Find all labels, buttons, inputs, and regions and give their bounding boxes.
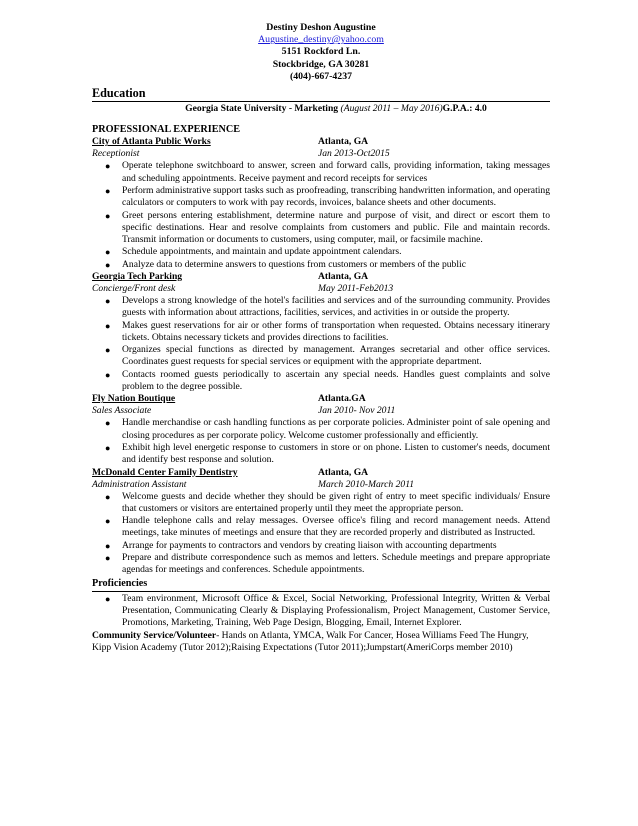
school-name: Georgia State University - Marketing — [185, 103, 339, 115]
bullet-text: Handle merchandise or cash handling functions as per corporate policies. Administer point of sale opening and closing procedures as per corporate policy. Welcome customer professionally and efficiently. — [122, 417, 550, 441]
bullet-dot-icon: ● — [105, 247, 111, 258]
bullet-text: Operate telephone switchboard to answer, screen and forward calls, providing information, taking messages and scheduling appointments. Receive payment and record receipts for services — [122, 160, 550, 184]
bullet-item — [92, 417, 550, 442]
bullet-item — [92, 593, 550, 630]
bullet-item — [92, 442, 550, 467]
job-entry — [92, 271, 550, 393]
job-dates: Jan 2010- Nov 2011 — [318, 405, 396, 417]
job-dates: May 2011-Feb2013 — [318, 282, 394, 294]
gpa: G.P.A.: 4.0 — [442, 103, 487, 115]
bullet-dot-icon: ● — [105, 259, 111, 270]
bullet-item — [92, 369, 550, 394]
bullet-text: Greet persons entering establishment, determine nature and purpose of visit, and direct or escort them to specific destinations. Hear and resolve complaints from customers and public. File and maintain records. Transmit information or documents to customers, using computer, mail, or facsimile machine. — [122, 209, 550, 246]
bullet-item — [92, 295, 550, 320]
job-bullets — [92, 417, 550, 466]
job-location: Atlanta, GA — [318, 270, 369, 282]
experience-list — [92, 136, 550, 576]
bullet-text: Makes guest reservations for air or other forms of transportation when requested. Obtains necessary itinerary tickets. Obtains necessary tickets and provides directions to facilities. — [122, 319, 550, 343]
bullet-text: Exhibit high level energetic response to customers in store or on phone. Listen to customer's needs, document and identify best response and solution. — [122, 441, 550, 466]
street-address: 5151 Rockford Ln. — [281, 46, 361, 58]
bullet-text: Handle telephone calls and relay messages. Oversee office's filing and record management needs. Attend meetings, take minutes of meetings and ensure that they are recorded properly and distributed as Instructed. — [122, 515, 550, 539]
bullet-item — [92, 210, 550, 247]
bullet-text: Arrange for payments to contractors and vendors by creating liaison with accounting departments — [122, 539, 497, 551]
job-location: Atlanta, GA — [318, 466, 369, 478]
community-service — [92, 630, 550, 655]
bullet-dot-icon: ● — [105, 516, 111, 527]
bullet-dot-icon: ● — [105, 161, 111, 172]
job-location: Atlanta.GA — [318, 393, 366, 405]
bullet-item — [92, 552, 550, 577]
job-role: Sales Associate — [92, 405, 152, 417]
proficiencies-heading: Proficiencies — [92, 577, 148, 589]
bullet-item — [92, 491, 550, 516]
bullet-item — [92, 185, 550, 210]
job-entry — [92, 136, 550, 271]
bullet-text: Welcome guests and decide whether they should be given right of entry to meet specific individuals/ Ensure that customers or visitors are entertained properly until they meet the appropriate person. — [122, 490, 550, 514]
bullet-item — [92, 344, 550, 369]
education-heading: Education — [92, 86, 146, 101]
proficiencies-list — [92, 593, 550, 630]
bullet-item — [92, 540, 550, 552]
education-dates: (August 2011 – May 2016) — [340, 103, 443, 115]
education-entry — [122, 103, 550, 115]
job-bullets — [92, 295, 550, 393]
contact-header — [92, 22, 550, 83]
bullet-dot-icon: ● — [105, 345, 111, 356]
bullet-dot-icon: ● — [105, 185, 111, 196]
bullet-text: Contacts roomed guests periodically to ascertain any special needs. Handles guest complaints and solve problem to the degree possible. — [122, 368, 550, 393]
job-role: Administration Assistant — [92, 478, 187, 490]
bullet-item — [92, 320, 550, 345]
job-dates: Jan 2013-Oct2015 — [318, 148, 390, 160]
bullet-item — [92, 515, 550, 540]
community-text: - Hands on Atlanta, YMCA, Walk For Cancer, Hosea Williams Feed The Hungry, Kipp Vision Academy (Tutor 2012);Raising Expectations (Tutor 2011);Jumpstart(AmeriCorps member 2010) — [92, 629, 529, 654]
bullet-dot-icon: ● — [105, 295, 111, 306]
bullet-dot-icon: ● — [105, 320, 111, 331]
employer-name: McDonald Center Family Dentistry — [92, 466, 238, 478]
community-heading: Community Service/Volunteer — [92, 629, 217, 641]
section-divider — [92, 101, 550, 102]
bullet-text: Analyze data to determine answers to questions from customers or members of the public — [122, 258, 466, 270]
job-role: Receptionist — [92, 148, 140, 160]
bullet-text: Prepare and distribute correspondence such as memos and letters. Schedule meetings and prepare appropriate agendas for meetings and conferences. Schedule appointments. — [122, 552, 550, 576]
bullet-item — [92, 246, 550, 258]
job-bullets — [92, 491, 550, 577]
bullet-text: Develops a strong knowledge of the hotel's facilities and services and of the surrounding community. Provides guests with information about attractions, facilities, services, and activities in or outside the property. — [122, 294, 550, 319]
bullet-dot-icon: ● — [105, 210, 111, 221]
employer-name: Georgia Tech Parking — [92, 270, 183, 282]
job-entry — [92, 467, 550, 577]
employer-name: City of Atlanta Public Works — [92, 136, 211, 148]
job-location: Atlanta, GA — [318, 136, 369, 148]
city-address: Stockbridge, GA 30281 — [272, 58, 370, 70]
job-entry — [92, 393, 550, 466]
email-link[interactable]: Augustine_destiny@yahoo.com — [258, 34, 384, 46]
employer-name: Fly Nation Boutique — [92, 393, 176, 405]
phone-number: (404)-667-4237 — [289, 70, 353, 82]
bullet-text: Schedule appointments, and maintain and update appointment calendars. — [122, 246, 402, 258]
bullet-dot-icon: ● — [105, 369, 111, 380]
bullet-item — [92, 160, 550, 185]
section-divider — [92, 591, 550, 592]
bullet-text: Organizes special functions as directed by management. Arranges secretarial and other office services. Coordinates guest requests for special services or equipment with the appropriate department. — [122, 344, 550, 368]
bullet-dot-icon: ● — [105, 593, 111, 604]
job-bullets — [92, 160, 550, 271]
experience-heading: PROFESSIONAL EXPERIENCE — [92, 124, 241, 136]
job-role: Concierge/Front desk — [92, 282, 176, 294]
bullet-text: Perform administrative support tasks such as proofreading, transcribing handwritten information, and operating calculators or computers to work with pay records, invoices, balance sheets and other documents. — [122, 184, 550, 209]
bullet-dot-icon: ● — [105, 540, 111, 551]
job-dates: March 2010-March 2011 — [318, 478, 415, 490]
bullet-dot-icon: ● — [105, 418, 111, 429]
bullet-dot-icon: ● — [105, 553, 111, 564]
bullet-dot-icon: ● — [105, 491, 111, 502]
candidate-name: Destiny Deshon Augustine — [266, 22, 376, 33]
bullet-dot-icon: ● — [105, 442, 111, 453]
bullet-item — [92, 259, 550, 271]
resume-page — [92, 22, 550, 655]
bullet-text: Team environment, Microsoft Office & Excel, Social Networking, Professional Integrity, Written & Verbal Presentation, Communicating Clearly & Displaying Professionalism, Project Management, Customer Service, Promotions, Marketing, Training, Web Page Design, Blogging, Email, Internet Explorer. — [122, 592, 550, 629]
